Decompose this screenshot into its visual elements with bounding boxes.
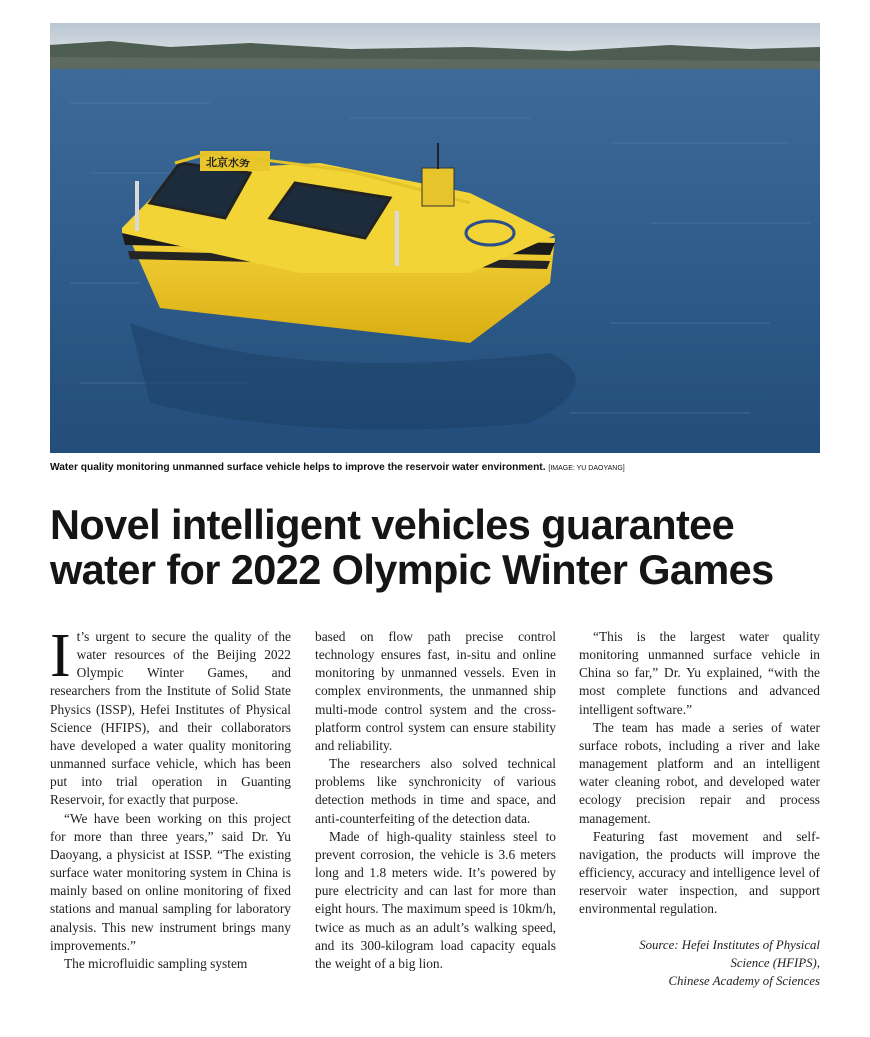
caption-text: Water quality monitoring unmanned surface vehicle helps to improve the reservoir water environment. [50, 462, 546, 473]
article-paragraph: It’s urgent to secure the quality of the water resources of the Beijing 2022 Olympic Winter Games, and researchers from the Institute of Solid State Physics (ISSP), Hefei Institutes of Physical Science (HFIPS), and their collaborators have developed a water quality monitoring unmanned surface vehicle, which has been put into trial operation in Guanting Reservoir, for exactly that purpose. [50, 622, 291, 808]
photo-credit: [IMAGE: YU DAOYANG] [548, 465, 625, 472]
article-paragraph: The researchers also solved technical problems like synchronicity of various detection methods in time and space, and anti-counterfeiting of the detection data. [315, 756, 556, 826]
headline-line-1: Novel intelligent vehicles guarantee [50, 501, 735, 548]
boat-photo [50, 23, 820, 453]
source-attribution [579, 936, 820, 990]
source-line-3: Chinese Academy of Sciences [668, 973, 820, 988]
article-column-2 [315, 628, 556, 973]
article-paragraph: The microfluidic sampling system [64, 955, 248, 971]
source-line-1: Source: Hefei Institutes of Physical [639, 937, 820, 952]
article-paragraph: “We have been working on this project for more than three years,” said Dr. Yu Daoyang, a physicist at ISSP. “The existing surface water monitoring system in China is mainly based on online monitoring of fixed stations and manual sampling for laboratory analysis. This new instrument brings many improvements.” [50, 810, 291, 953]
drop-cap: I [50, 622, 71, 690]
article-paragraph: Featuring fast movement and self-navigation, the products will improve the efficiency, accuracy and intelligence level of reservoir water inspection, and support environmental regulation. [579, 828, 820, 917]
svg-text:北京水务: 北京水务 [206, 156, 250, 169]
article-paragraph: based on flow path precise control technology ensures fast, in-situ and online monitoring by unmanned vessels. Even in complex environments, the unmanned ship multi-mode control system and the cross-platform control system can ensure stability and reliability. [315, 629, 556, 753]
article-paragraph: “This is the largest water quality monitoring unmanned surface vehicle in China so far,” Dr. Yu explained, “with the most complete functions and advanced intelligent software.” [579, 629, 820, 717]
article-column-1 [50, 622, 291, 973]
article-column-3 [579, 628, 820, 990]
article-paragraph: Made of high-quality stainless steel to prevent corrosion, the vehicle is 3.6 meters long and 1.8 meters wide. It’s powered by pure electricity and can last for more than eight hours. The maximum speed is 10km/h, twice as much as an adult’s walking speed, and its 300-kilogram load capacity equals the weight of a big lion. [315, 828, 556, 971]
source-line-2: Science (HFIPS), [730, 955, 820, 970]
photo-caption [50, 462, 830, 473]
article-paragraph: The team has made a series of water surface robots, including a river and lake management platform and an intelligent water cleaning robot, and developed water ecology precision repair and process management. [579, 719, 820, 826]
headline [50, 502, 830, 592]
headline-line-2: water for 2022 Olympic Winter Games [50, 546, 774, 593]
